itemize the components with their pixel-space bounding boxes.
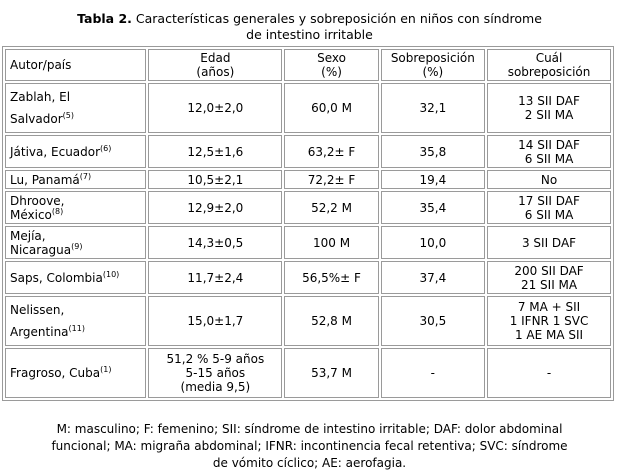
cell-cual: - <box>487 348 611 398</box>
cell-sexo: 100 M <box>284 226 378 259</box>
table-title-text: Características generales y sobreposición en niños con síndrome <box>131 11 542 26</box>
cell-sobreposicion: 10,0 <box>381 226 485 259</box>
cell-edad: 12,0±2,0 <box>148 83 282 133</box>
reference-number: (7) <box>79 171 92 181</box>
autor-line: Nelissen, <box>10 303 65 317</box>
cell-sexo: 52,2 M <box>284 191 378 224</box>
header-cual-1: Cuál <box>535 51 563 65</box>
cell-sobreposicion: 35,8 <box>381 135 485 168</box>
cell-sexo: 60,0 M <box>284 83 378 133</box>
cell-sexo: 52,8 M <box>284 296 378 346</box>
reference-number: (9) <box>71 241 83 251</box>
autor-line: Saps, Colombia <box>10 270 103 285</box>
autor-line: Argentina <box>10 325 69 339</box>
cell-sobreposicion: 35,4 <box>381 191 485 224</box>
cual-line: 6 SII MA <box>524 207 574 222</box>
table-title <box>0 11 619 43</box>
cell-edad: 14,3±0,5 <box>148 226 282 259</box>
table-row <box>5 348 611 398</box>
table-title-label: Tabla 2. <box>77 11 132 26</box>
cell-autor <box>5 296 146 346</box>
table-title-text-2: de intestino irritable <box>246 27 373 42</box>
cual-line: 17 SII DAF <box>518 193 580 208</box>
cell-autor <box>5 135 146 168</box>
edad-line: 51,2 % 5-9 años <box>166 352 265 366</box>
footnote-line-3: de vómito cíclico; AE: aerofagia. <box>212 456 407 470</box>
cell-edad <box>148 348 282 398</box>
reference-number: (1) <box>100 365 112 374</box>
cual-line: 21 SII MA <box>520 277 578 292</box>
cell-sexo: 63,2± F <box>284 135 378 168</box>
header-sexo-2: (%) <box>321 65 342 79</box>
autor-line: Mejía, <box>10 228 46 243</box>
header-autor: Autor/país <box>5 49 146 81</box>
autor-line: Lu, Panamá <box>10 172 80 187</box>
cual-line: 1 IFNR 1 SVC <box>509 314 589 328</box>
reference-number: (8) <box>51 206 64 216</box>
header-cual <box>487 49 611 81</box>
cell-edad: 10,5±2,1 <box>148 170 282 189</box>
footnote-line-1: M: masculino; F: femenino; SII: síndrome de intestino irritable; DAF: dolor abdominal <box>56 422 563 436</box>
cell-autor <box>5 348 146 398</box>
footnote-line-2: funcional; MA: migraña abdominal; IFNR: incontinencia fecal retentiva; SVC: síndrome <box>51 439 568 453</box>
cual-line: 6 SII MA <box>524 151 574 166</box>
table-header-row <box>5 49 611 81</box>
reference-number: (5) <box>62 111 74 120</box>
cell-edad: 12,9±2,0 <box>148 191 282 224</box>
table-row <box>5 83 611 133</box>
header-sexo-1: Sexo <box>317 51 346 65</box>
cell-sobreposicion: 19,4 <box>381 170 485 189</box>
reference-number: (10) <box>102 269 120 279</box>
autor-line: Salvador <box>10 112 63 126</box>
cell-autor <box>5 83 146 133</box>
cual-line: 2 SII MA <box>524 108 574 122</box>
cell-sexo: 72,2± F <box>284 170 378 189</box>
cual-line: 1 AE MA SII <box>514 328 584 342</box>
table-row <box>5 191 611 224</box>
header-cual-2: sobreposición <box>507 65 591 79</box>
header-sobre-1: Sobreposición <box>390 51 475 65</box>
reference-number: (6) <box>100 143 112 153</box>
cell-cual <box>487 83 611 133</box>
cual-line: 7 MA + SII <box>517 300 581 314</box>
table-row <box>5 261 611 294</box>
autor-line: Zablah, El <box>10 90 71 104</box>
cell-autor <box>5 226 146 259</box>
cell-sobreposicion: 37,4 <box>381 261 485 294</box>
cell-cual <box>487 135 611 168</box>
autor-line: Játiva, Ecuador <box>10 144 101 159</box>
header-edad-1: Edad <box>200 51 231 65</box>
table-footnote <box>0 421 619 472</box>
cell-sexo: 56,5%± F <box>284 261 378 294</box>
cell-autor <box>5 191 146 224</box>
header-edad-2: (años) <box>196 65 235 79</box>
cell-sobreposicion: - <box>381 348 485 398</box>
cell-cual <box>487 296 611 346</box>
cell-autor <box>5 170 146 189</box>
table-row <box>5 296 611 346</box>
cell-cual <box>487 191 611 224</box>
header-edad <box>148 49 282 81</box>
cell-sexo: 53,7 M <box>284 348 378 398</box>
table-row <box>5 170 611 189</box>
cual-line: 14 SII DAF <box>518 137 580 152</box>
cual-line: 13 SII DAF <box>518 94 580 108</box>
header-sobreposicion <box>381 49 485 81</box>
cell-edad: 12,5±1,6 <box>148 135 282 168</box>
characteristics-table <box>2 46 614 401</box>
header-sobre-2: (%) <box>422 65 444 79</box>
cell-autor <box>5 261 146 294</box>
cell-cual: No <box>487 170 611 189</box>
reference-number: (11) <box>68 324 85 333</box>
cell-sobreposicion: 30,5 <box>381 296 485 346</box>
autor-line: Nicaragua <box>10 242 72 257</box>
cual-line: 200 SII DAF <box>514 263 584 278</box>
autor-line: Fragroso, Cuba <box>10 366 101 380</box>
cell-edad: 15,0±1,7 <box>148 296 282 346</box>
header-sexo <box>284 49 378 81</box>
table-row <box>5 135 611 168</box>
edad-line: (media 9,5) <box>180 380 251 394</box>
autor-line: Dhroove, <box>10 193 65 208</box>
cell-cual: 3 SII DAF <box>487 226 611 259</box>
cell-sobreposicion: 32,1 <box>381 83 485 133</box>
cell-edad: 11,7±2,4 <box>148 261 282 294</box>
cell-cual <box>487 261 611 294</box>
edad-line: 5-15 años <box>185 366 246 380</box>
table-row <box>5 226 611 259</box>
autor-line: México <box>10 207 52 222</box>
